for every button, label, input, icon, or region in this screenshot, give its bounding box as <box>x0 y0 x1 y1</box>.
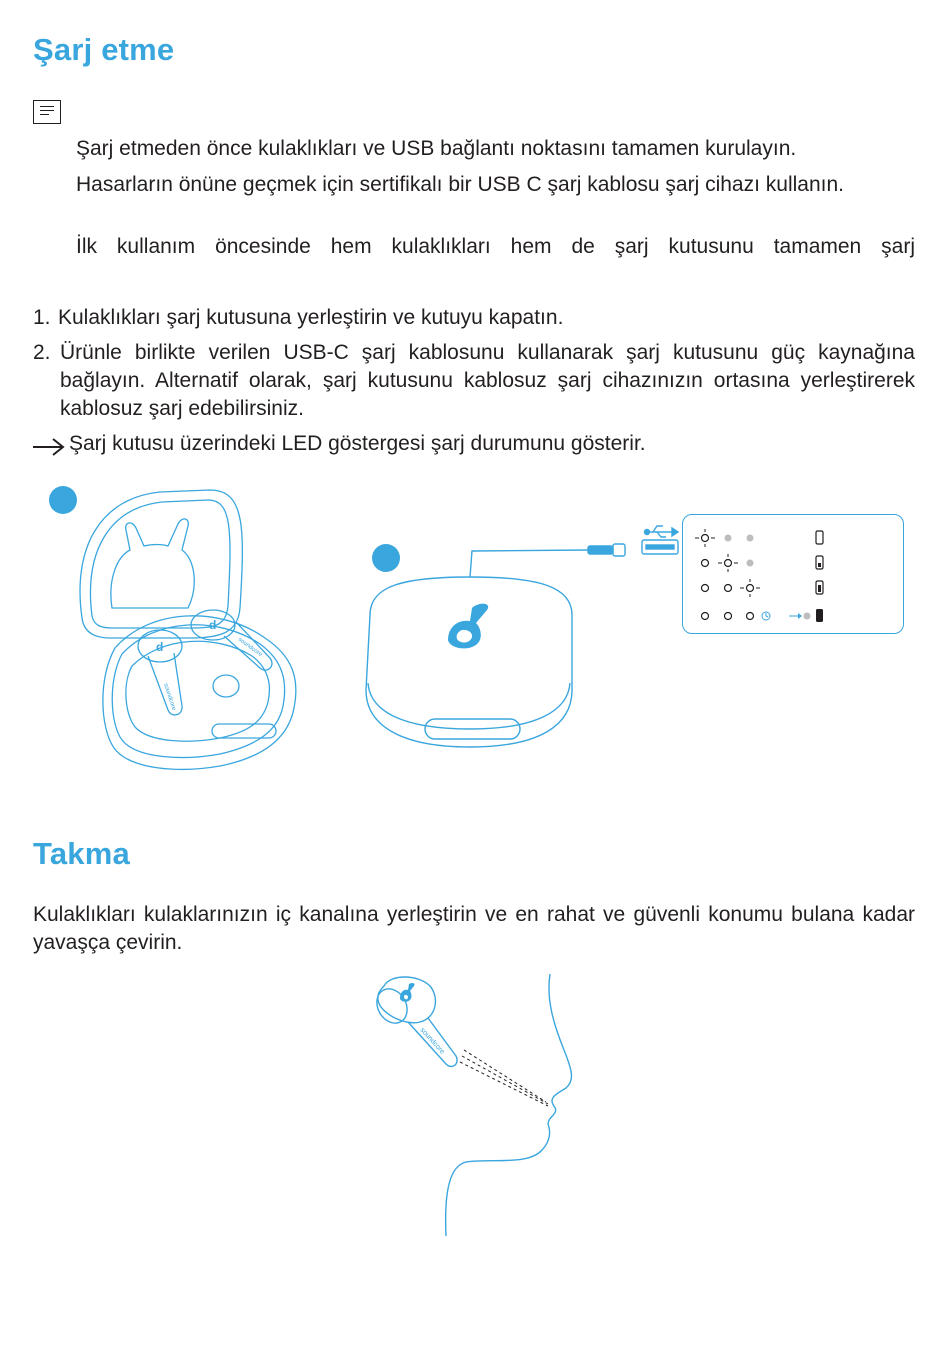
note-2: Hasarların önüne geçmek için sertifikalı bir USB C şarj kablosu şarj cihazı kullanın. <box>76 173 844 196</box>
wearing-text: Kulaklıkları kulaklarınızın iç kanalına yerleştirin ve en rahat ve güvenli konumu bulana kadar yavaşça çevirin. <box>33 903 915 954</box>
section-title-wearing: Takma <box>33 836 130 871</box>
arrow-right-icon <box>32 437 66 457</box>
step-2 <box>33 339 915 423</box>
note-1: Şarj etmeden önce kulaklıkları ve USB bağlantı noktasını tamamen kurulayın. <box>76 137 797 160</box>
note-3: İlk kullanım öncesinde hem kulaklıkları hem de şarj kutusunu tamamen şarj <box>76 235 915 258</box>
svg-text:d: d <box>156 640 164 654</box>
step-2-number: 2. <box>33 341 51 364</box>
step-2-text: Ürünle birlikte verilen USB-C şarj kablosunu kullanarak şarj kutusunu güç kaynağına bağlayın. Alternatif olarak, şarj kutusunu kablosuz şarj cihazınızın ortasına yerleştirerek kablosuz şarj edebilirsiniz. <box>60 341 915 420</box>
earbud-brand-text-left: soundcore <box>162 682 177 712</box>
earbud-brand-text-right: soundcore <box>236 636 264 659</box>
open-case-illustration <box>70 488 310 773</box>
svg-text:d: d <box>209 618 217 632</box>
result-text: Şarj kutusu üzerindeki LED göstergesi şarj durumunu gösterir. <box>69 432 646 455</box>
earbud-brand-text: soundcore <box>418 1026 446 1056</box>
note-icon <box>33 100 61 124</box>
closed-case-illustration <box>360 515 690 755</box>
wearing-illustration <box>370 970 590 1240</box>
usb-icon <box>645 526 679 537</box>
section-title-charging: Şarj etme <box>33 32 175 67</box>
step-1-text: Kulaklıkları şarj kutusuna yerleştirin ve kutuyu kapatın. <box>58 306 564 329</box>
step-1-number: 1. <box>33 306 51 329</box>
step-1 <box>33 304 915 332</box>
led-status-rows <box>690 524 900 628</box>
